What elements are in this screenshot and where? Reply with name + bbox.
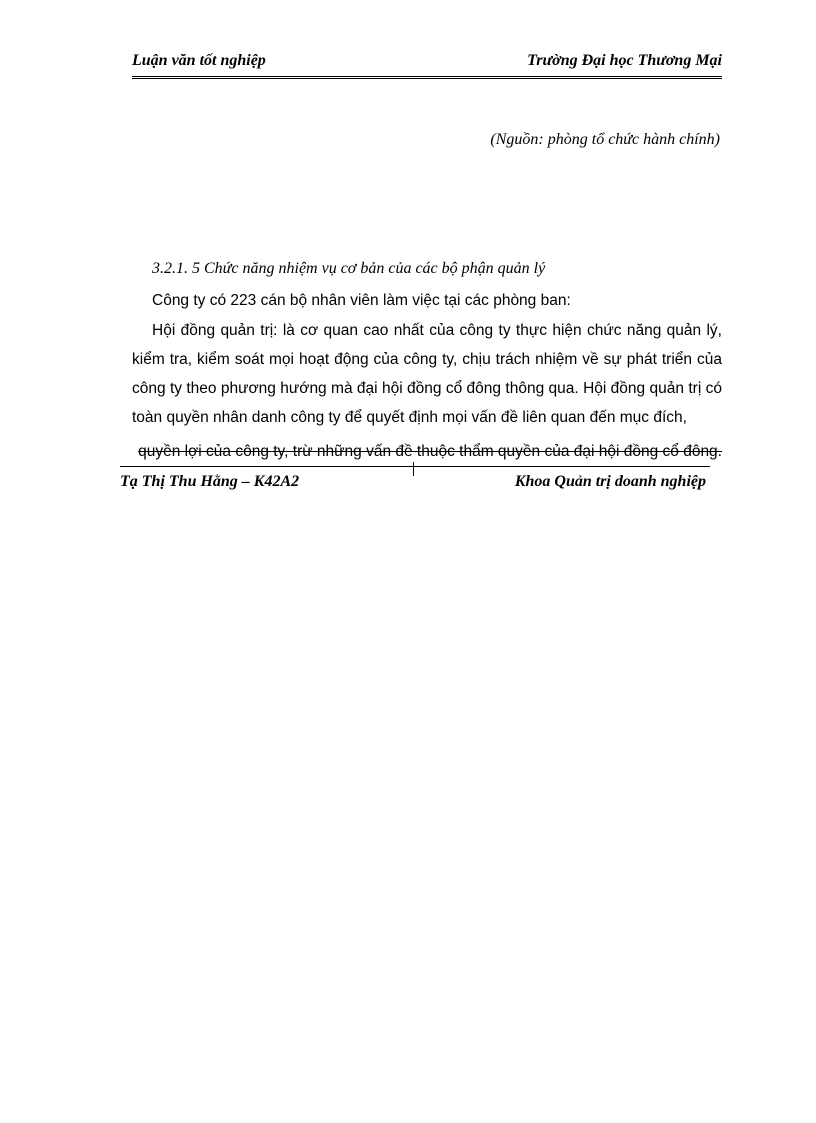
paragraph-staff-count: Công ty có 223 cán bộ nhân viên làm việc tại các phòng ban: <box>152 292 571 309</box>
header-university-name: Trường Đại học Thương Mại <box>527 52 722 69</box>
footer-faculty: Khoa Quản trị doanh nghiệp <box>514 473 706 490</box>
section-heading: 3.2.1. 5 Chức năng nhiệm vụ cơ bản của các bộ phận quản lý <box>152 260 546 277</box>
page-header <box>132 50 722 79</box>
page-footer <box>120 466 710 493</box>
header-thesis-label: Luận văn tốt nghiệp <box>132 52 266 69</box>
paragraph-cut-line: quyền lợi của công ty, trừ những vấn đề thuộc thẩm quyền của đại hội đồng cổ đông. <box>138 443 722 460</box>
paragraph-board-of-directors: Hội đồng quản trị: là cơ quan cao nhất của công ty thực hiện chức năng quản lý, kiểm tra, kiểm soát mọi hoạt động của công ty, chịu trách nhiệm về sự phát triển của công ty theo phương hướng mà đại hội đồng cổ đông thông qua. Hội đồng quản trị có toàn quyền nhân danh công ty để quyết định mọi vấn đề liên quan đến mục đích, <box>132 322 722 426</box>
footer-author: Tạ Thị Thu Hằng – K42A2 <box>120 473 300 490</box>
source-note: (Nguồn: phòng tổ chức hành chính) <box>490 131 720 148</box>
